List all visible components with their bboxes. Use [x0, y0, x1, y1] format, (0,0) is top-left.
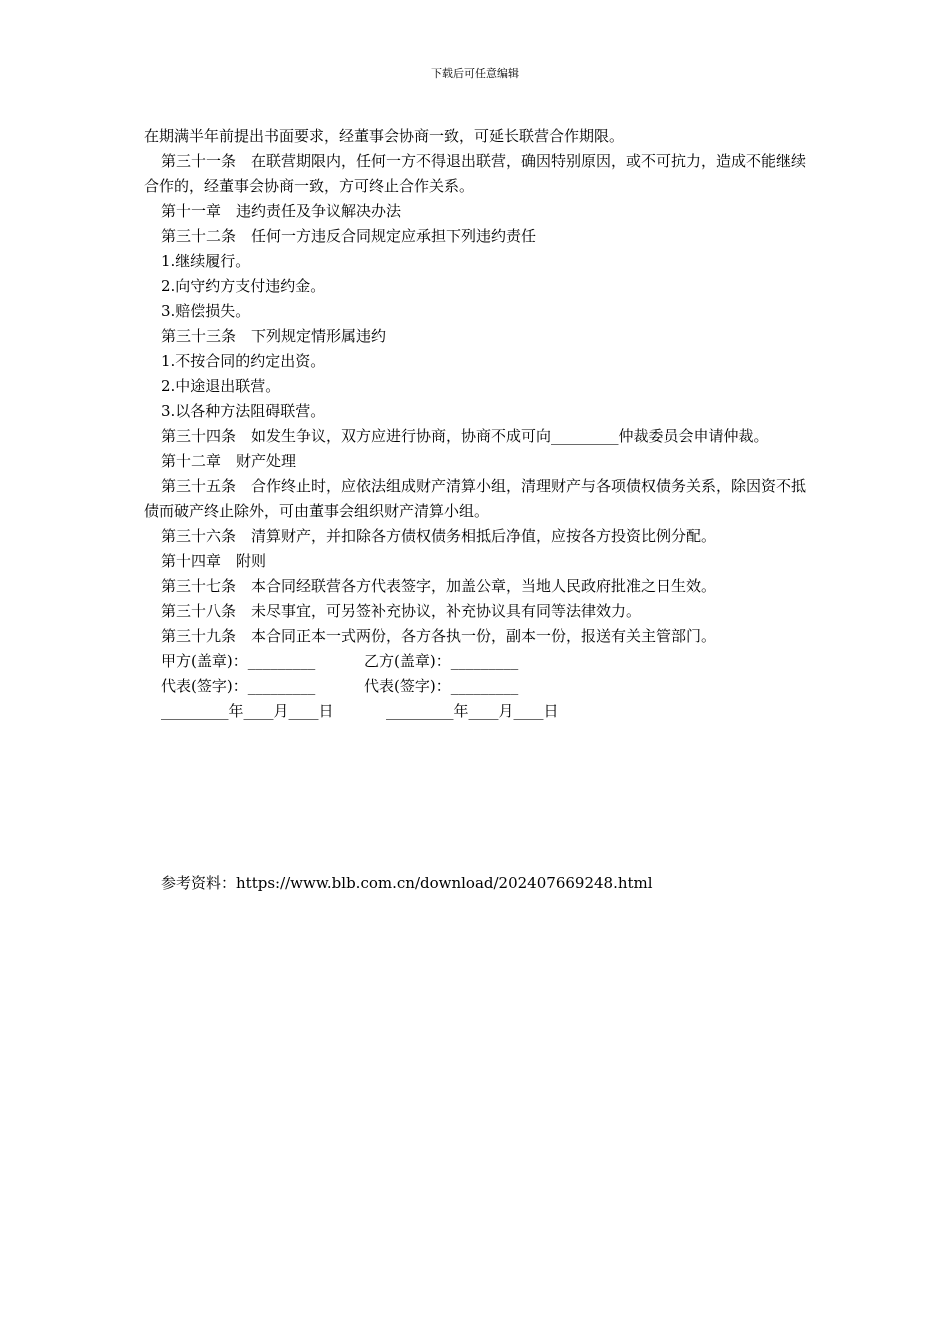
- paragraph: 在期满半年前提出书面要求，经董事会协商一致，可延长联营合作期限。: [144, 127, 625, 145]
- reference-link: 参考资料：https://www.blb.com.cn/download/202407669248.html: [161, 874, 653, 892]
- list-item: 2.向守约方支付违约金。: [161, 277, 326, 295]
- article-39: 第三十九条 本合同正本一式两份，各方各执一份，副本一份，报送有关主管部门。: [161, 627, 717, 645]
- signature-row-date: [144, 699, 806, 724]
- signature-row-representative: [144, 674, 806, 699]
- document-body: [144, 124, 806, 724]
- article-31: 第三十一条 在联营期限内，任何一方不得退出联营，确因特别原因，或不可抗力，造成不能继续合作的，经董事会协商一致，方可终止合作关系。: [144, 152, 807, 195]
- party-a-representative-field: 代表(签字)：_________: [161, 677, 316, 695]
- chapter-11-heading: 第十一章 违约责任及争议解决办法: [161, 202, 402, 220]
- list-item: 3.以各种方法阻碍联营。: [161, 402, 326, 420]
- signature-row-seal: [144, 649, 806, 674]
- list-item: 1.不按合同的约定出资。: [161, 352, 326, 370]
- party-b-seal-field: 乙方(盖章)：_________: [364, 652, 519, 670]
- article-34: 第三十四条 如发生争议，双方应进行协商，协商不成可向_________仲裁委员会申请仲裁。: [161, 427, 769, 445]
- party-a-seal-field: 甲方(盖章)：_________: [161, 652, 316, 670]
- article-32: 第三十二条 任何一方违反合同规定应承担下列违约责任: [161, 227, 537, 245]
- list-item: 2.中途退出联营。: [161, 377, 281, 395]
- party-b-date-field: _________年____月____日: [386, 702, 559, 720]
- article-38: 第三十八条 未尽事宜，可另签补充协议，补充协议具有同等法律效力。: [161, 602, 642, 620]
- list-item: 1.继续履行。: [161, 252, 251, 270]
- article-35: 第三十五条 合作终止时，应依法组成财产清算小组，清理财产与各项债权债务关系，除因资不抵债而破产终止除外，可由董事会组织财产清算小组。: [144, 477, 807, 520]
- article-36: 第三十六条 清算财产，并扣除各方债权债务相抵后净值，应按各方投资比例分配。: [161, 527, 717, 545]
- article-33: 第三十三条 下列规定情形属违约: [161, 327, 387, 345]
- party-a-date-field: _________年____月____日: [161, 702, 334, 720]
- chapter-12-heading: 第十二章 财产处理: [161, 452, 297, 470]
- chapter-14-heading: 第十四章 附则: [161, 552, 267, 570]
- page-header: 下载后可任意编辑: [431, 67, 519, 80]
- list-item: 3.赔偿损失。: [161, 302, 251, 320]
- party-b-representative-field: 代表(签字)：_________: [364, 677, 519, 695]
- article-37: 第三十七条 本合同经联营各方代表签字，加盖公章，当地人民政府批准之日生效。: [161, 577, 717, 595]
